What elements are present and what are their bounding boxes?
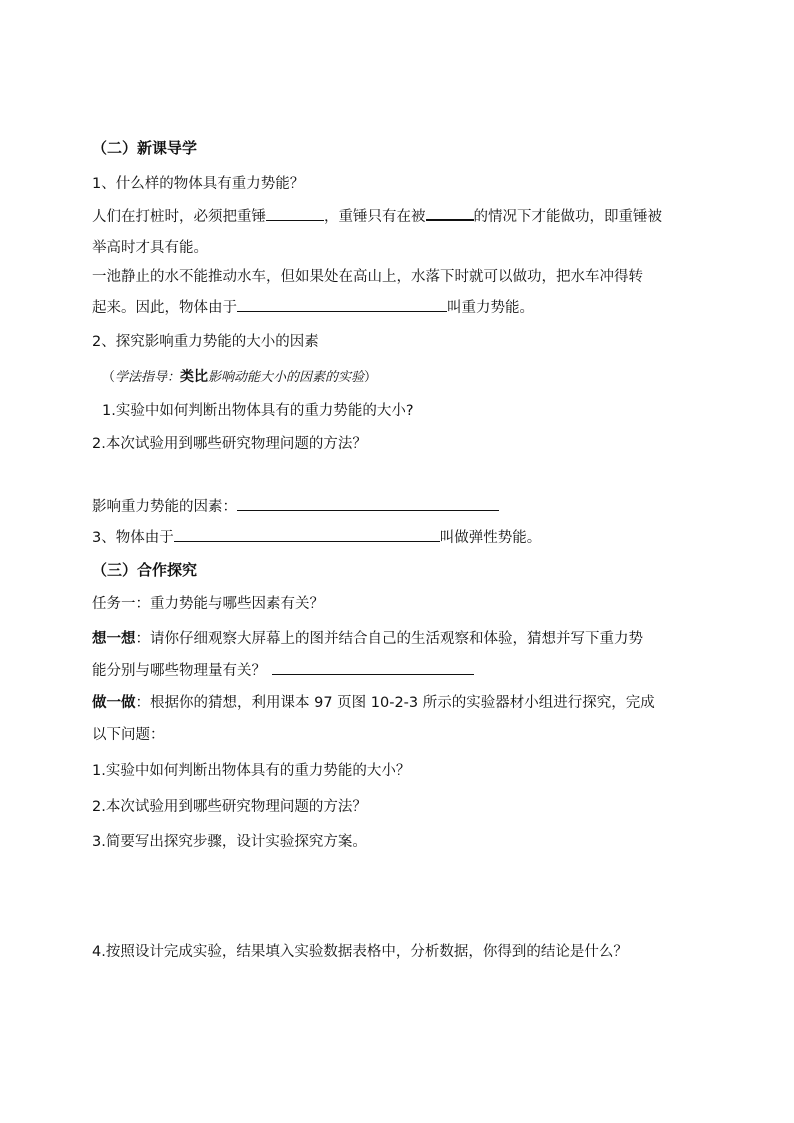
- text: ，重锤只有在被: [324, 209, 426, 225]
- do-line-2: 以下问题：: [92, 727, 165, 743]
- factors-label: 影响重力势能的因素：: [92, 499, 237, 515]
- fill-blank-2[interactable]: [426, 204, 474, 221]
- fill-blank-3[interactable]: [237, 296, 447, 312]
- do-line-1: [92, 691, 714, 715]
- task-1: 任务一：重力势能与哪些因素有关？: [92, 596, 324, 612]
- paren: （: [102, 370, 116, 385]
- fill-blank-4[interactable]: [237, 495, 499, 511]
- sub-question-1: 1.实验中如何判断出物体具有的重力势能的大小?: [102, 403, 414, 419]
- think-line-2: [92, 659, 714, 683]
- hint-emphasis: 类比: [180, 369, 209, 385]
- question-1: 1、什么样的物体具有重力势能？: [92, 176, 305, 192]
- hint-text: 影响动能大小的因素的实验: [208, 370, 365, 385]
- paren: ）: [364, 370, 378, 385]
- item-2: 2.本次试验用到哪些研究物理问题的方法？: [92, 799, 367, 815]
- do-text: ：根据你的猜想，利用课本 97 页图 10-2-3 所示的实验器材小组进行探究，完成: [135, 695, 655, 711]
- paragraph-2-line-1: 一池静止的水不能推动水车，但如果处在高山上，水落下时就可以做功，把水车冲得转: [92, 269, 643, 285]
- question-3: [92, 526, 714, 550]
- think-text-2: 能分别与哪些物理量有关？: [92, 663, 266, 679]
- think-text: ：请你仔细观察大屏幕上的图并结合自己的生活观察和体验，猜想并写下重力势: [135, 631, 643, 647]
- fill-blank-1[interactable]: [266, 205, 324, 221]
- do-label: 做一做: [92, 695, 136, 711]
- text: 3、物体由于: [92, 530, 174, 546]
- text: 叫做弹性势能。: [439, 530, 542, 546]
- item-4: 4.按照设计完成实验，结果填入实验数据表格中，分析数据，你得到的结论是什么？: [92, 944, 628, 960]
- text: 叫重力势能。: [447, 300, 534, 316]
- think-line-1: [92, 627, 714, 651]
- section2-title: （二）新课导学: [92, 139, 198, 157]
- text: 起来。因此，物体由于: [92, 300, 237, 316]
- item-3: 3.简要写出探究步骤，设计实验探究方案。: [92, 834, 367, 850]
- paragraph-1-line-1: [92, 204, 714, 229]
- sub-question-2: 2.本次试验用到哪些研究物理问题的方法？: [92, 436, 367, 452]
- text: 的情况下才能做功，即重锤被: [473, 209, 662, 225]
- item-1: 1.实验中如何判断出物体具有的重力势能的大小？: [92, 763, 411, 779]
- paragraph-1-line-2: 举高时才具有能。: [92, 240, 208, 256]
- question-2: 2、探究影响重力势能的大小的因素: [92, 334, 319, 350]
- text: 人们在打桩时，必须把重锤: [92, 209, 266, 225]
- fill-blank-6[interactable]: [272, 659, 474, 675]
- hint-label: 学法指导：: [115, 370, 181, 385]
- think-label: 想一想: [92, 631, 136, 647]
- fill-blank-5[interactable]: [174, 526, 440, 542]
- study-hint: [102, 365, 714, 390]
- paragraph-2-line-2: [92, 296, 714, 320]
- factors-line: [92, 495, 714, 519]
- section3-title: （三）合作探究: [92, 561, 198, 579]
